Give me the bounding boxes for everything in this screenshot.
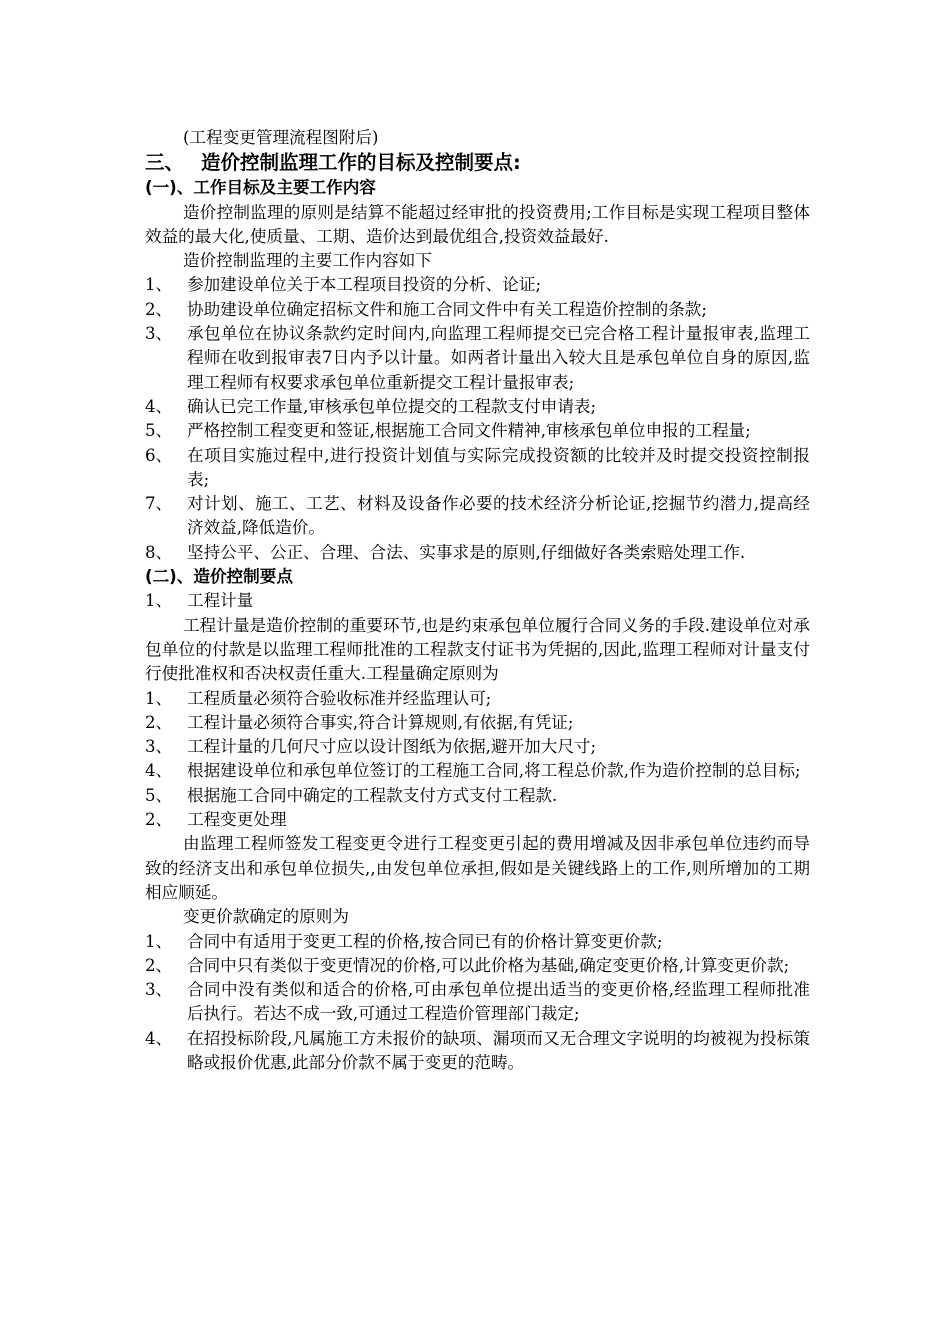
work-content-list	[145, 273, 810, 565]
measurement-principles-list	[145, 687, 810, 808]
flowchart-note: (工程变更管理流程图附后)	[183, 128, 379, 147]
paragraph-lead: 造价控制监理的主要工作内容如下	[183, 251, 432, 271]
list-item: 5、 根据施工合同中确定的工程款支付方式支付工程款.	[145, 785, 558, 805]
list-item: 7、 对计划、施工、工艺、材料及设备作必要的技术经济分析论证,挖掘节约潜力,提高经济效益,降低造价。	[145, 494, 810, 538]
document-page	[145, 126, 810, 1075]
list-item: 1、 工程质量必须符合验收标准并经监理认可;	[145, 688, 492, 708]
list-item: 1、 合同中有适用于变更工程的价格,按合同已有的价格计算变更价款;	[145, 931, 663, 951]
section-title: 造价控制监理工作的目标及控制要点:	[201, 151, 521, 175]
list-item: 3、 合同中没有类似和适合的价格,可由承包单位提出适当的变更价格,经监理工程师批准后执行。若达不成一致,可通过工程造价管理部门裁定;	[145, 980, 810, 1024]
paragraph-change-lead: 变更价款确定的原则为	[183, 907, 349, 927]
subpoint-heading-change: 2、 工程变更处理	[145, 810, 287, 830]
list-item: 5、 严格控制工程变更和签证,根据施工合同文件精神,审核承包单位申报的工程量;	[145, 421, 751, 441]
list-item: 4、 确认已完工作量,审核承包单位提交的工程款支付申请表;	[145, 396, 597, 416]
list-item: 2、 工程计量必须符合事实,符合计算规则,有依据,有凭证;	[145, 712, 574, 732]
section-number: 三、	[145, 151, 185, 175]
subpoint-heading-measurement: 1、 工程计量	[145, 591, 254, 611]
list-item: 4、 根据建设单位和承包单位签订的工程施工合同,将工程总价款,作为造价控制的总目标;	[145, 761, 801, 781]
paragraph-intro: 造价控制监理的原则是结算不能超过经审批的投资费用;工作目标是实现工程项目整体效益的最大化,使质量、工期、造价达到最优组合,投资效益最好.	[145, 202, 810, 246]
list-item: 8、 坚持公平、公正、合理、合法、实事求是的原则,仔细做好各类索赔处理工作.	[145, 542, 746, 562]
list-item: 2、 合同中只有类似于变更情况的价格,可以此价格为基础,确定变更价格,计算变更价款;	[145, 955, 790, 975]
subsection-heading-1: (一)、工作目标及主要工作内容	[145, 178, 376, 198]
change-price-principles-list	[145, 930, 810, 1076]
list-item: 1、 参加建设单位关于本工程项目投资的分析、论证;	[145, 275, 542, 295]
section-heading	[145, 150, 810, 176]
list-item: 3、 承包单位在协议条款约定时间内,向监理工程师提交已完合格工程计量报审表,监理工程师在收到报审表7日内予以计量。如两者计量出入较大且是承包单位自身的原因,监理工程师有权要求承包单位重新提交工程计量报审表;	[145, 324, 810, 392]
list-item: 6、 在项目实施过程中,进行投资计划值与实际完成投资额的比较并及时提交投资控制报表;	[145, 445, 810, 489]
list-item: 4、 在招投标阶段,凡属施工方未报价的缺项、漏项而又无合理文字说明的均被视为投标策略或报价优惠,此部分价款不属于变更的范畴。	[145, 1028, 810, 1072]
paragraph-measurement: 工程计量是造价控制的重要环节,也是约束承包单位履行合同义务的手段.建设单位对承包单位的付款是以监理工程师批准的工程款支付证书为凭据的,因此,监理工程师对计量支付行使批准权和否决权责任重大.工程量确定原则为	[145, 615, 810, 684]
list-item: 3、 工程计量的几何尺寸应以设计图纸为依据,避开加大尺寸;	[145, 737, 597, 757]
list-item: 2、 协助建设单位确定招标文件和施工合同文件中有关工程造价控制的条款;	[145, 299, 707, 319]
paragraph-change: 由监理工程师签发工程变更令进行工程变更引起的费用增减及因非承包单位违约而导致的经济支出和承包单位损失,,由发包单位承担,假如是关键线路上的工作,则所增加的工期相应顺延。	[145, 834, 810, 902]
subsection-heading-2: (二)、造价控制要点	[145, 567, 293, 587]
